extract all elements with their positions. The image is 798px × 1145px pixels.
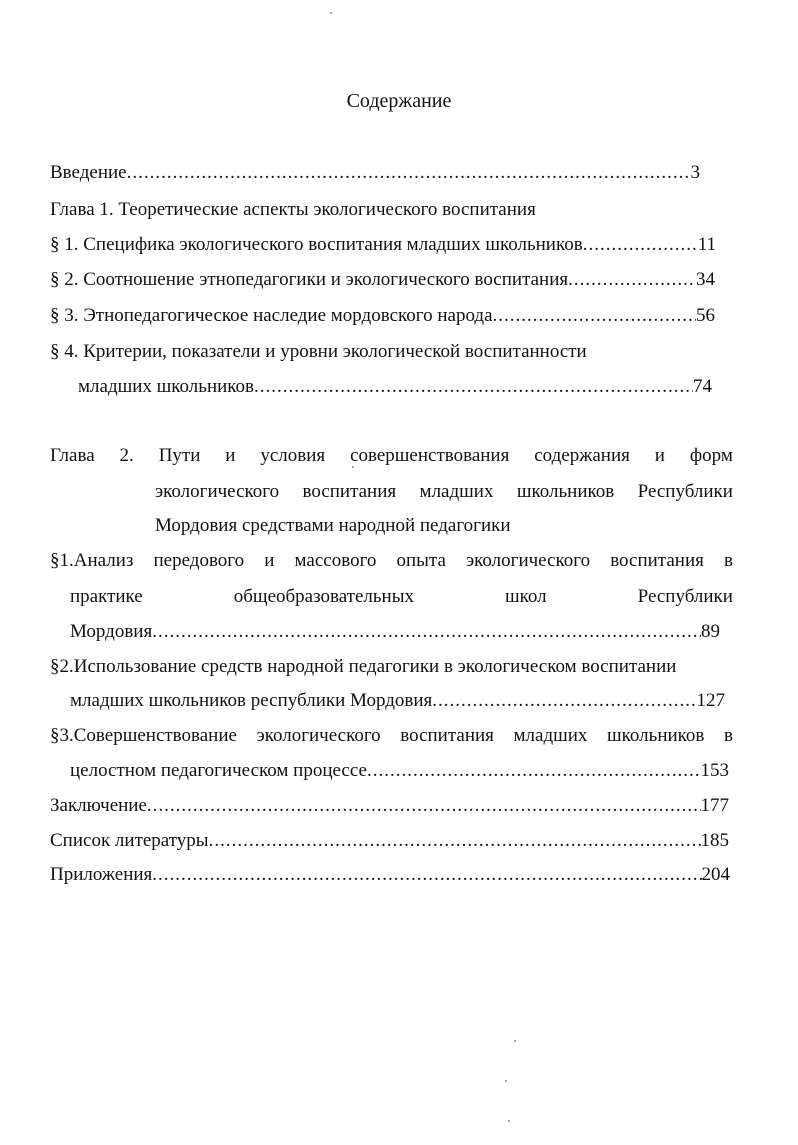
dot-leader: [367, 759, 701, 783]
word: содержания: [534, 445, 630, 466]
word: передового: [153, 550, 245, 571]
toc-page-number: 34: [696, 269, 715, 290]
toc-entry-label: младших школьников республики Мордовия: [70, 690, 433, 711]
toc-entry-label: Заключение: [50, 795, 147, 816]
word: воспитания: [400, 725, 494, 746]
toc-entry-ch2-s1-line2: [70, 585, 733, 609]
toc-entry-ch2-s1-line3: [70, 620, 720, 644]
toc-entry-ch2-s1-line1: [50, 549, 733, 573]
word: и: [264, 550, 275, 571]
toc-entry-ch1-s4-line1: § 4. Критерии, показатели и уровни экологической воспитанности: [50, 341, 587, 362]
toc-page-number: 153: [700, 760, 729, 781]
word: в: [723, 550, 733, 571]
toc-entry-appendices: [50, 863, 730, 887]
dot-leader: [493, 304, 696, 328]
word: 2.: [119, 445, 134, 466]
scan-speck: [508, 1120, 510, 1122]
word: младших: [419, 481, 494, 502]
toc-entry-label: Список литературы: [50, 830, 209, 851]
toc-entry-ch1-s4-line2: [78, 375, 712, 399]
word: воспитания: [610, 550, 704, 571]
dot-leader: [209, 829, 701, 853]
word: школьников: [516, 481, 615, 502]
toc-entry-label: младших школьников: [78, 376, 255, 397]
toc-page-number: 56: [696, 305, 715, 326]
word: школьников: [607, 725, 705, 746]
toc-entry-ch1-s3: [50, 304, 715, 328]
toc-entry-ch2-s2-line2: [70, 689, 725, 713]
word: практике: [70, 586, 143, 607]
toc-entry-label: § 3. Этнопедагогическое наследие мордовского народа: [50, 305, 493, 326]
toc-page-number: 204: [701, 864, 730, 885]
word: Пути: [158, 445, 201, 466]
chapter-1-heading: Глава 1. Теоретические аспекты экологического воспитания: [50, 199, 536, 220]
word: и: [654, 445, 665, 466]
toc-page-number: 127: [696, 690, 725, 711]
dot-leader: [432, 689, 696, 713]
scan-speck: [352, 466, 354, 468]
word: в: [724, 725, 733, 746]
word: массового: [294, 550, 377, 571]
toc-entry-references: [50, 829, 729, 853]
word: школ: [504, 586, 547, 607]
word: совершенствования: [350, 445, 510, 466]
chapter-2-heading-line1: [50, 444, 733, 468]
toc-entry-label: Мордовия: [70, 621, 153, 642]
toc-page-number: 74: [693, 376, 712, 397]
toc-entry-label: § 1. Специфика экологического воспитания младших школьников: [50, 234, 583, 255]
word: Республики: [637, 586, 733, 607]
dot-leader: [152, 620, 701, 644]
toc-entry-introduction: [50, 161, 700, 185]
toc-entry-ch1-s1: [50, 233, 716, 257]
word: условия: [260, 445, 326, 466]
dot-leader: [152, 863, 701, 887]
toc-entry-label: § 2. Соотношение этнопедагогики и экологического воспитания: [50, 269, 569, 290]
dot-leader: [568, 268, 696, 292]
toc-page-number: 185: [700, 830, 729, 851]
word: экологического: [256, 725, 381, 746]
toc-entry-ch1-s2: [50, 268, 715, 292]
word: общеобразовательных: [233, 586, 414, 607]
dot-leader: [127, 161, 691, 185]
scan-speck: [514, 1040, 516, 1042]
toc-entry-ch2-s3-line2: [70, 759, 729, 783]
dot-leader: [254, 375, 693, 399]
toc-page-number: 11: [697, 234, 716, 255]
scan-speck: [330, 12, 332, 14]
word: экологического: [466, 550, 591, 571]
word: младших: [513, 725, 588, 746]
word: экологического: [155, 481, 280, 502]
toc-entry-label: Введение: [50, 162, 127, 183]
toc-page-number: 3: [690, 162, 700, 183]
chapter-2-heading-line3: Мордовия средствами народной педагогики: [155, 515, 511, 536]
word: Глава: [50, 445, 95, 466]
chapter-2-heading-line2: [155, 480, 733, 504]
word: §3.Совершенствование: [50, 725, 237, 746]
word: форм: [689, 445, 733, 466]
word: воспитания: [302, 481, 397, 502]
word: §1.Анализ: [50, 550, 134, 571]
toc-entry-conclusion: [50, 794, 729, 818]
dot-leader: [583, 233, 698, 257]
toc-page-number: 89: [701, 621, 720, 642]
toc-entry-label: Приложения: [50, 864, 153, 885]
toc-entry-label: целостном педагогическом процессе: [70, 760, 367, 781]
page-title: Содержание: [346, 90, 452, 112]
dot-leader: [147, 794, 701, 818]
word: и: [225, 445, 236, 466]
scan-speck: [505, 1080, 507, 1082]
word: опыта: [396, 550, 446, 571]
toc-page-number: 177: [700, 795, 729, 816]
word: Республики: [637, 481, 733, 502]
toc-entry-ch2-s3-line1: [50, 724, 733, 748]
toc-entry-ch2-s2-line1: §2.Использование средств народной педагогики в экологическом воспитании: [50, 656, 677, 677]
